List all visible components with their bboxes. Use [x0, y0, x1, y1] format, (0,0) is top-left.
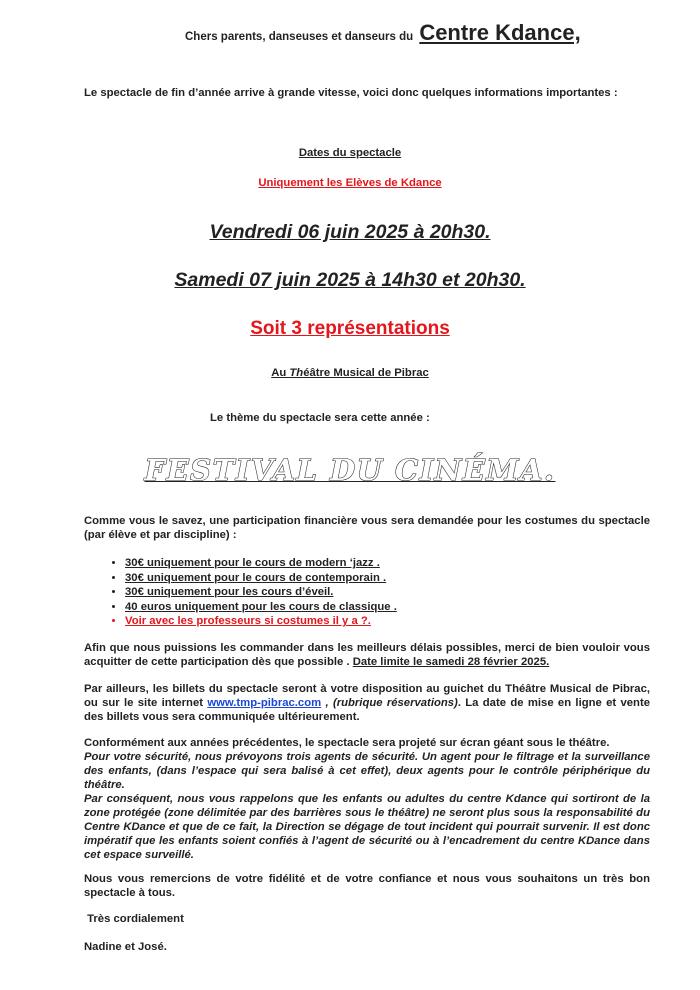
security-responsibility-note: Par conséquent, nous vous rappelons que les enfants ou adultes du centre Kdance qui sortiront de la zone protégée (zone délimitée par des barrières sous le théâtre) ne seront plus sous la responsabilité du Centre KDance et que de ce fait, la Direction se dégage de tout incident qui pourrait survenir. Il est donc impératif que les enfants soient confiés à l’agent de sécurité ou à l’encadrement du centre KDance dans cet espace surveillé.	[84, 793, 650, 861]
tickets-website-link[interactable]: www.tmp-pibrac.com	[207, 697, 322, 709]
cost-item-contemporain: • 30€ uniquement pour le cours de contemporain .	[125, 571, 625, 586]
signature: Nadine et José.	[84, 941, 167, 953]
cost-item-classique: • 40 euros uniquement pour les cours de classique .	[125, 600, 625, 615]
tickets-text-after: . La date de mise en ligne et vente des billets vous sera communiquée ultérieurement.	[84, 697, 650, 723]
closing: Très cordialement	[84, 913, 184, 925]
cost-list	[84, 556, 625, 629]
cost-item-jazz: • 30€ uniquement pour le cours de modern ‘jazz .	[125, 556, 625, 571]
tickets-paragraph	[84, 682, 650, 724]
theme-title: FESTIVAL DU CINÉMA.	[144, 453, 556, 487]
payment-deadline: Date limite le samedi 28 février 2025.	[352, 656, 550, 668]
payment-paragraph	[84, 641, 650, 669]
venue-rest: éâtre Musical de Pibrac	[303, 367, 429, 379]
security-paragraph	[84, 736, 650, 862]
performances-count: Soit 3 représentations	[250, 318, 450, 339]
school-name: Centre Kdance,	[419, 20, 581, 45]
theme-intro: Le thème du spectacle sera cette année :	[210, 412, 430, 424]
venue-prefix: Au	[271, 367, 290, 379]
venue-line	[0, 366, 700, 380]
greeting: Chers parents, danseuses et danseurs du	[185, 31, 414, 43]
thanks-paragraph: Nous vous remercions de votre fidélité et de votre confiance et nous vous souhaitons un très bon spectacle à tous.	[84, 873, 650, 899]
letter-header	[185, 20, 581, 45]
cost-item-eveil: • 30€ uniquement pour les cours d’éveil.	[125, 585, 625, 600]
date-friday: Vendredi 06 juin 2025 à 20h30.	[209, 221, 491, 243]
payment-text: Afin que nous puissions les commander dans les meilleurs délais possibles, merci de bien vouloir vous acquitter de cette participation dès que possible .	[84, 642, 650, 668]
venue-italic: Th	[289, 367, 304, 379]
date-saturday: Samedi 07 juin 2025 à 14h30 et 20h30.	[174, 269, 526, 291]
tickets-text-italic: , (rubrique réservations)	[321, 697, 458, 709]
dates-heading: Dates du spectacle	[298, 147, 402, 159]
security-agents-note: Pour votre sécurité, nous prévoyons trois agents de sécurité. Un agent pour le filtrage et la surveillance des enfants, (dans l’espace qui sera balisé à cet effet), deux agents pour le contrôle périphérique du théâtre.	[84, 751, 650, 791]
students-only-note: Uniquement les Elèves de Kdance	[258, 177, 442, 189]
costumes-intro: Comme vous le savez, une participation financière vous sera demandée pour les costumes du spectacle (par élève et par discipline) :	[84, 515, 650, 541]
intro-paragraph: Le spectacle de fin d’année arrive à grande vitesse, voici donc quelques informations importantes :	[84, 87, 618, 99]
tickets-text-before: Par ailleurs, les billets du spectacle seront à votre disposition au guichet du Théâtre Musical de Pibrac, ou sur le site internet	[84, 683, 650, 709]
security-screen-note: Conformément aux années précédentes, le spectacle sera projeté sur écran géant sous le théâtre.	[84, 737, 610, 749]
cost-item-ask-teachers: • Voir avec les professeurs si costumes il y a ?.	[125, 614, 625, 629]
